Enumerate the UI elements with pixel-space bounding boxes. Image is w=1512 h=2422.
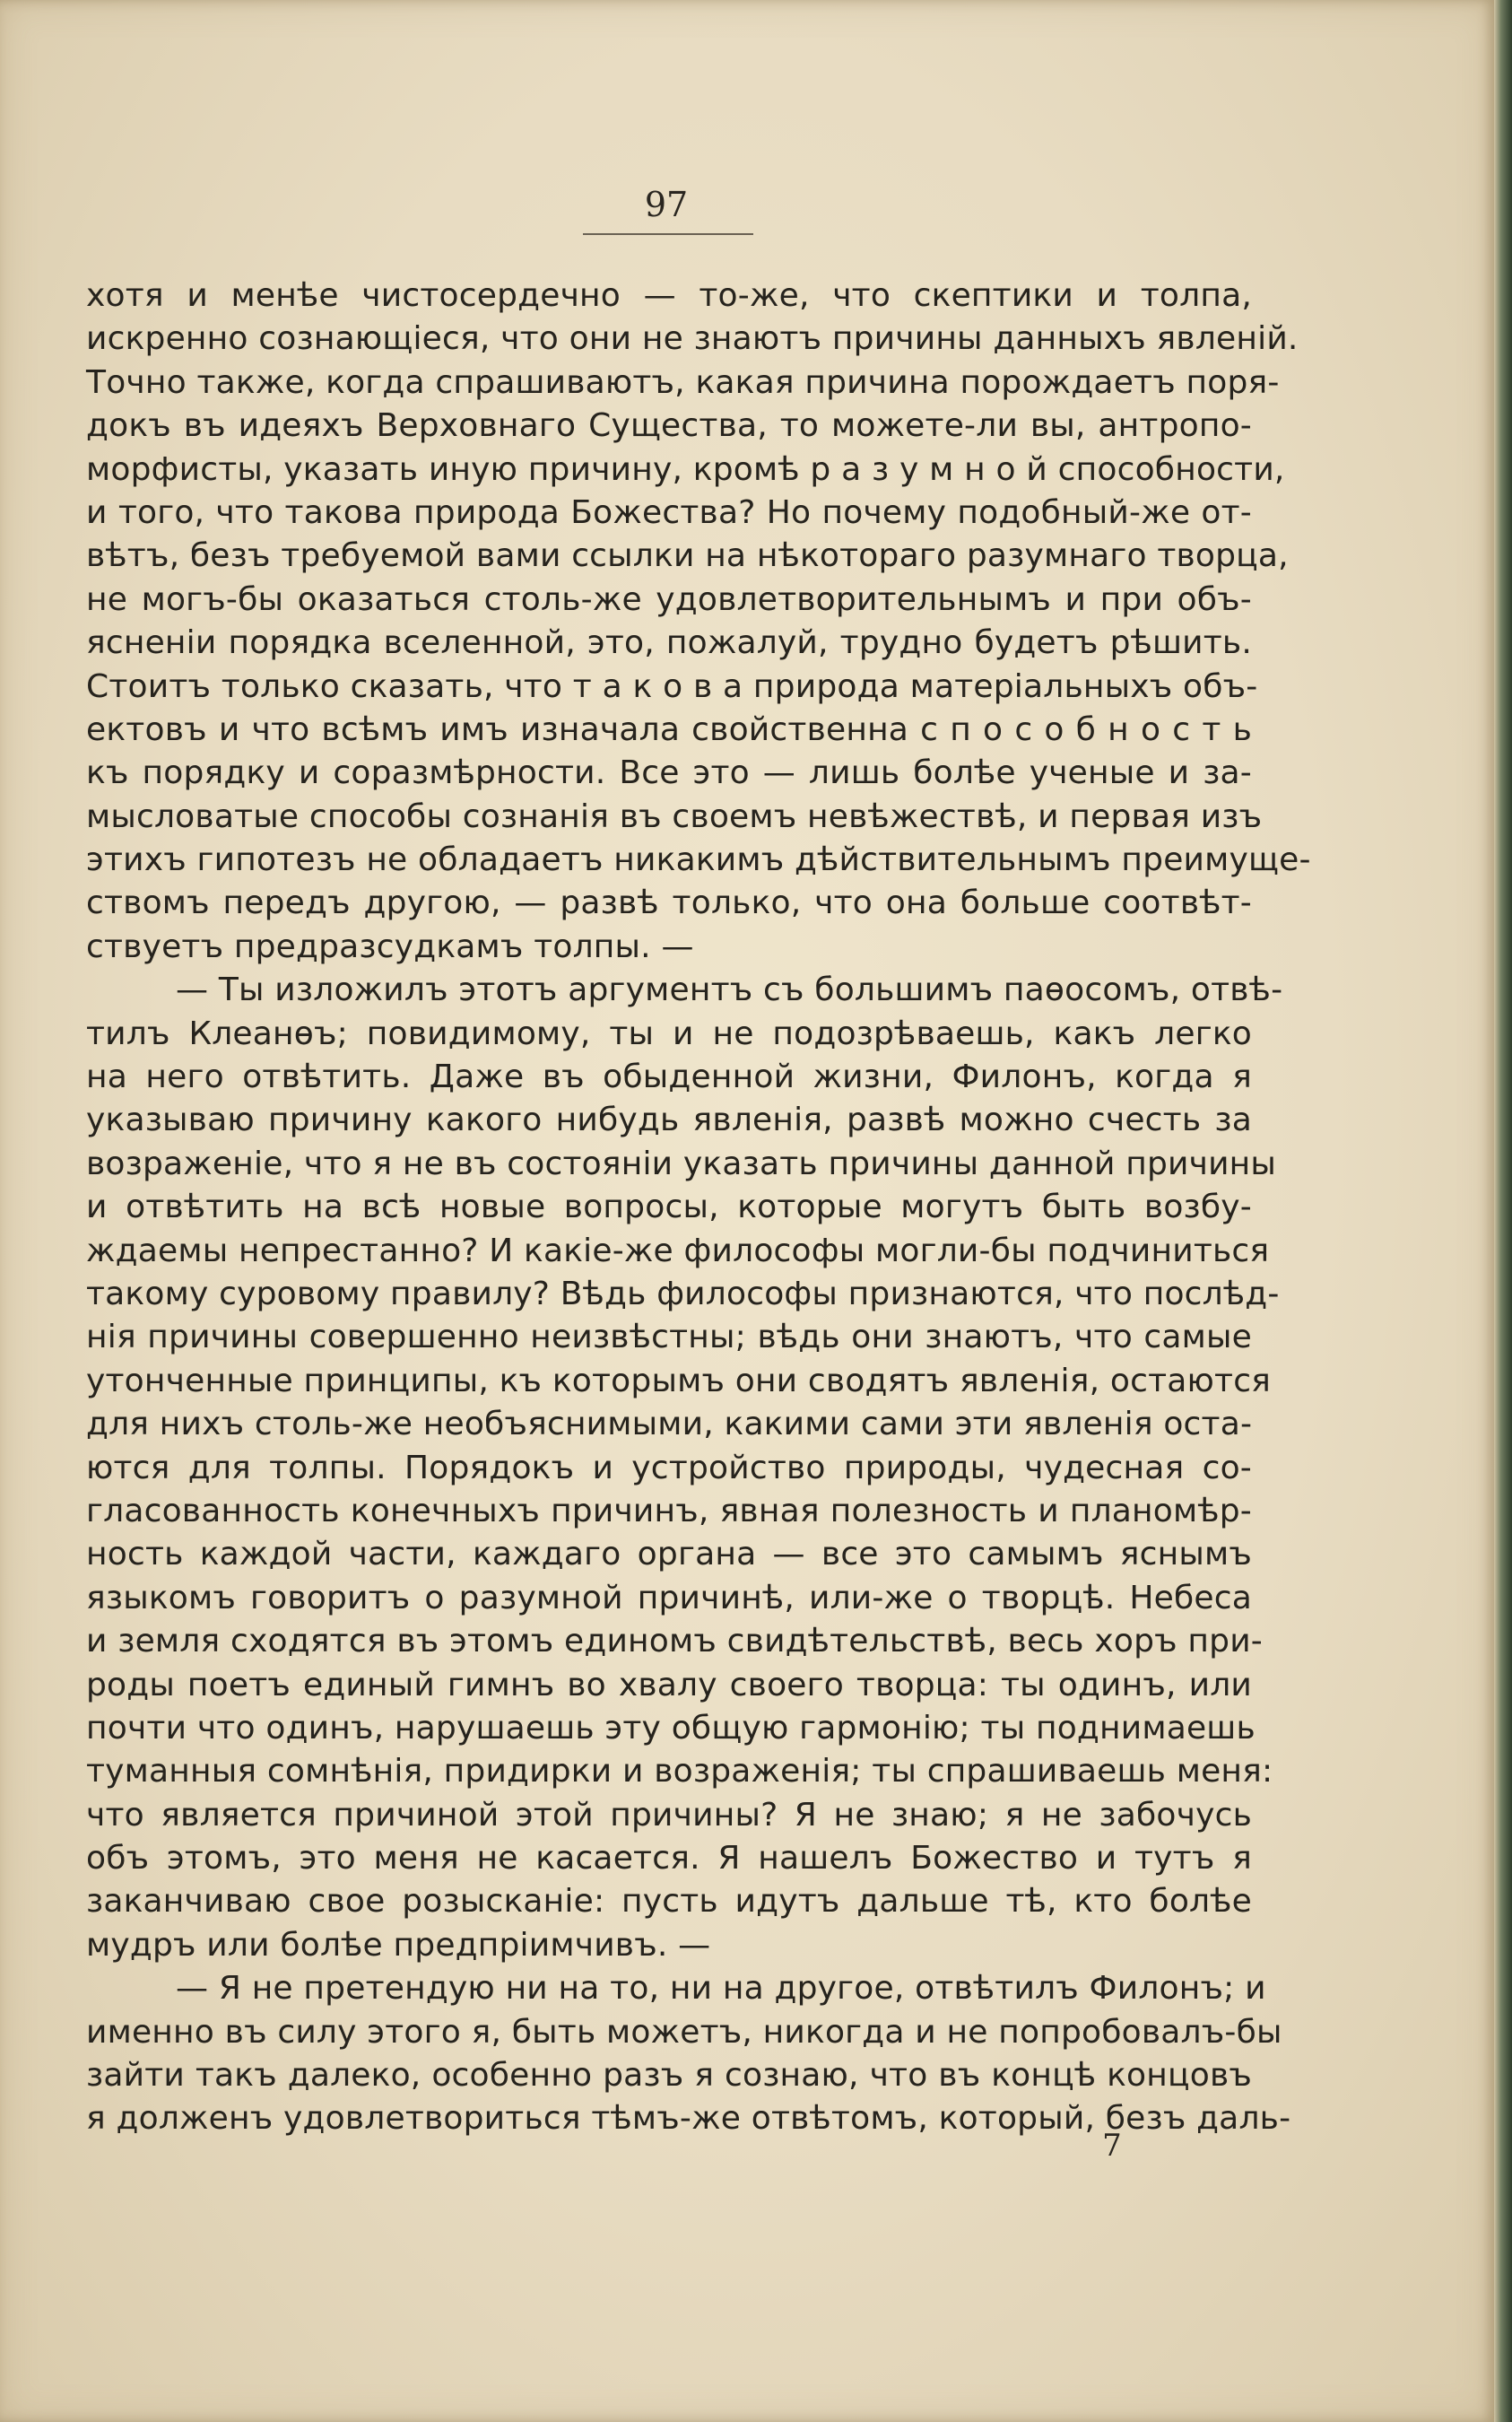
text-line: ясненіи порядка вселенной, это, пожалуй, трудно будетъ рѣшить. — [86, 624, 1252, 662]
text-line: языкомъ говоритъ о разумной причинѣ, или-же о творцѣ. Небеса — [86, 1579, 1252, 1616]
text-line: возраженіе, что я не въ состояніи указать причины данной причины — [86, 1145, 1277, 1182]
text-line: тилъ Клеанѳъ; повидимому, ты и не подозрѣваешь, какъ легко — [86, 1015, 1252, 1052]
text-line: ектовъ и что всѣмъ имъ изначала свойственна с п о с о б н о с т ь — [86, 710, 1252, 748]
signature-mark: 7 — [1102, 2128, 1122, 2164]
text-line: и того, что такова природа Божества? Но почему подобный-же от- — [86, 493, 1252, 531]
text-line: — Я не претендую ни на то, ни на другое, отвѣтилъ Филонъ; и — [176, 1970, 1266, 2008]
text-line: мудръ или болѣе предпріимчивъ. — — [86, 1926, 711, 1964]
text-line: что является причиной этой причины? Я не знаю; я не забочусь — [86, 1796, 1252, 1834]
text-line: указываю причину какого нибудь явленія, развѣ можно счесть за — [86, 1102, 1252, 1139]
text-line: утонченные принципы, къ которымъ они сводятъ явленія, остаются — [86, 1362, 1272, 1399]
text-line: мысловатые способы сознанія въ своемъ невѣжествѣ, и первая изъ — [86, 797, 1263, 835]
page-edge — [1494, 0, 1512, 2422]
text-line: искренно сознающіеся, что они не знаютъ причины данныхъ явленій. — [86, 320, 1299, 358]
text-line: докъ въ идеяхъ Верховнаго Существа, то можете-ли вы, антропо- — [86, 407, 1252, 445]
text-line: хотя и менѣе чистосердечно — то-же, что скептики и толпа, — [86, 277, 1252, 314]
text-line: заканчиваю свое розысканіе: пусть идутъ дальше тѣ, кто болѣе — [86, 1883, 1252, 1921]
text-line: именно въ силу этого я, быть можетъ, никогда и не попробовалъ-бы — [86, 2013, 1282, 2051]
text-line: для нихъ столь-же необъяснимыми, какими сами эти явленія оста- — [86, 1406, 1253, 1443]
text-line: гласованность конечныхъ причинъ, явная полезность и планомѣр- — [86, 1492, 1252, 1529]
text-line: туманныя сомнѣнія, придирки и возраженія; ты спрашиваешь меня: — [86, 1753, 1273, 1790]
text-line: не могъ-бы оказаться столь-же удовлетворительнымъ и при объ- — [86, 580, 1252, 618]
text-line: Точно также, когда спрашиваютъ, какая причина порождаетъ поря- — [86, 363, 1280, 401]
text-line: Стоитъ только сказать, что т а к о в а природа матеріальныхъ объ- — [86, 667, 1258, 705]
text-line: ствуетъ предразсудкамъ толпы. — — [86, 928, 694, 965]
text-line: такому суровому правилу? Вѣдь философы признаются, что послѣд- — [86, 1275, 1280, 1312]
text-line: вѣтъ, безъ требуемой вами ссылки на нѣкотораго разумнаго творца, — [86, 537, 1289, 575]
text-line: я долженъ удовлетвориться тѣмъ-же отвѣтомъ, который, безъ даль- — [86, 2100, 1291, 2138]
body-text — [86, 274, 1311, 2141]
text-line: и земля сходятся въ этомъ единомъ свидѣтельствѣ, весь хоръ при- — [86, 1623, 1263, 1660]
text-line: объ этомъ, это меня не касается. Я нашелъ Божество и тутъ я — [86, 1840, 1252, 1877]
text-line: и отвѣтить на всѣ новые вопросы, которые могутъ быть возбу- — [86, 1189, 1252, 1226]
text-line: — Ты изложилъ этотъ аргументъ съ большимъ паѳосомъ, отвѣ- — [176, 971, 1283, 1009]
text-line: почти что одинъ, нарушаешь эту общую гармонію; ты поднимаешь — [86, 1709, 1256, 1747]
text-line: нія причины совершенно неизвѣстны; вѣдь они знаютъ, что самые — [86, 1319, 1252, 1356]
text-line: ждаемы непрестанно? И какіе-же философы могли-бы подчиниться — [86, 1232, 1270, 1269]
text-line: ются для толпы. Порядокъ и устройство природы, чудесная со- — [86, 1449, 1252, 1486]
text-line: морфисты, указать иную причину, кромѣ р а з у м н о й способности, — [86, 450, 1285, 488]
text-line: этихъ гипотезъ не обладаетъ никакимъ дѣйствительнымъ преимуще- — [86, 841, 1311, 879]
text-line: ствомъ передъ другою, — развѣ только, что она больше соотвѣт- — [86, 884, 1252, 922]
text-line: зайти такъ далеко, особенно разъ я сознаю, что въ концѣ концовъ — [86, 2057, 1252, 2095]
text-line: къ порядку и соразмѣрности. Все это — лишь болѣе ученые и за- — [86, 754, 1252, 792]
text-line: ность каждой части, каждаго органа — все это самымъ яснымъ — [86, 1536, 1252, 1573]
header-rule — [583, 233, 753, 235]
page-number: 97 — [644, 185, 689, 224]
text-line: на него отвѣтить. Даже въ обыденной жизни, Филонъ, когда я — [86, 1059, 1252, 1096]
text-line: роды поетъ единый гимнъ во хвалу своего творца: ты одинъ, или — [86, 1666, 1252, 1703]
